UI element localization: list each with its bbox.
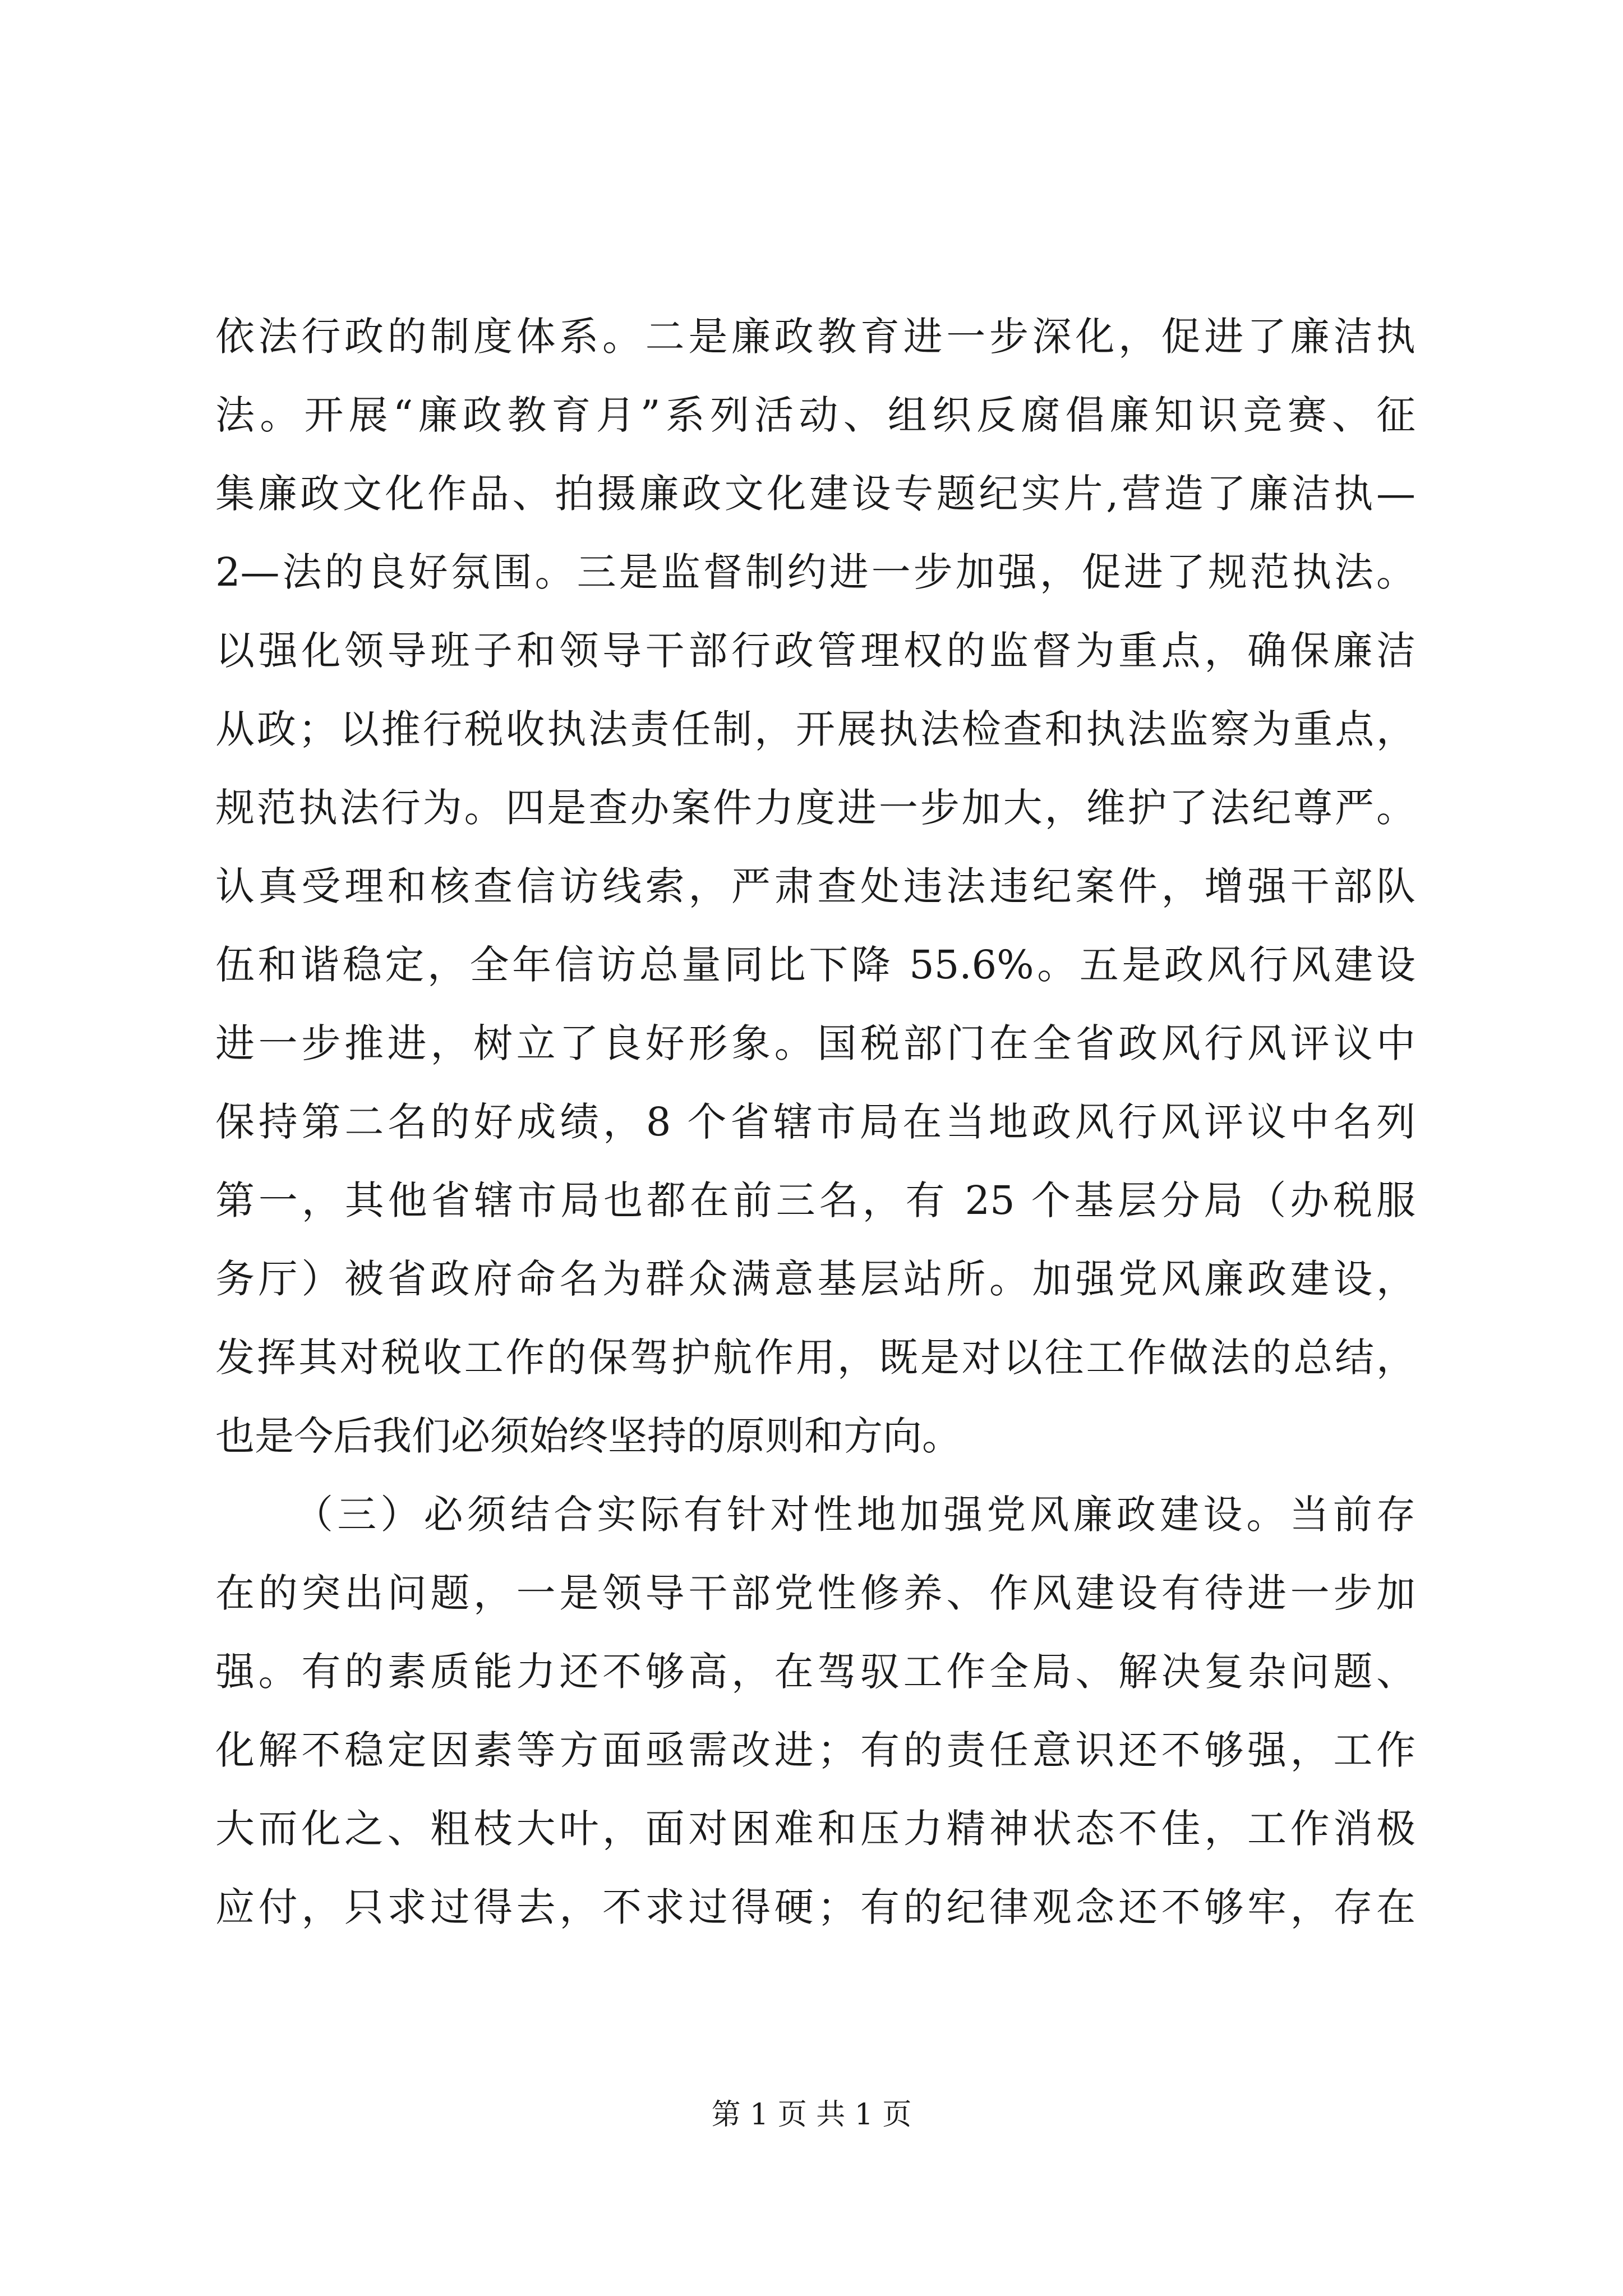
paragraph-last-line: 也是今后我们必须始终坚持的原则和方向。 xyxy=(215,1413,961,1459)
document-body xyxy=(215,297,1415,1947)
text-line: 在的突出问题，一是领导干部党性修养、作风建设有待进一步加 xyxy=(215,1570,1415,1616)
text-line: 以强化领导班子和领导干部行政管理权的监督为重点，确保廉洁 xyxy=(215,628,1415,674)
text-line: 务厅）被省政府命名为群众满意基层站所。加强党风廉政建设， xyxy=(215,1256,1415,1302)
text-line: 进一步推进，树立了良好形象。国税部门在全省政风行风评议中 xyxy=(215,1020,1415,1066)
text-line: 发挥其对税收工作的保驾护航作用，既是对以往工作做法的总结， xyxy=(215,1335,1415,1381)
text-line: 依法行政的制度体系。二是廉政教育进一步深化，促进了廉洁执 xyxy=(215,314,1415,360)
text-line: 保持第二名的好成绩，8 个省辖市局在当地政风行风评议中名列 xyxy=(215,1099,1415,1145)
page-footer xyxy=(0,2095,1623,2134)
text-line: 认真受理和核查信访线索，严肃查处违法违纪案件，增强干部队 xyxy=(215,863,1415,909)
text-line: 第一，其他省辖市局也都在前三名，有 25 个基层分局（办税服 xyxy=(215,1177,1415,1223)
text-line: 规范执法行为。四是查办案件力度进一步加大，维护了法纪尊严。 xyxy=(215,785,1415,831)
text-line: 法。开展“廉政教育月”系列活动、组织反腐倡廉知识竞赛、征 xyxy=(215,392,1415,438)
page-number: 第 1 页 共 1 页 xyxy=(711,2098,912,2132)
text-line: 集廉政文化作品、拍摄廉政文化建设专题纪实片,营造了廉洁执— xyxy=(215,471,1415,517)
section-heading-line: （三）必须结合实际有针对性地加强党风廉政建设。当前存 xyxy=(294,1492,1415,1538)
text-line: 强。有的素质能力还不够高，在驾驭工作全局、解决复杂问题、 xyxy=(215,1649,1415,1695)
text-line: 伍和谐稳定，全年信访总量同比下降 55.6%。五是政风行风建设 xyxy=(215,942,1415,988)
text-line: 应付，只求过得去，不求过得硬；有的纪律观念还不够牢，存在 xyxy=(215,1884,1415,1930)
text-line: 化解不稳定因素等方面亟需改进；有的责任意识还不够强，工作 xyxy=(215,1727,1415,1773)
text-line: 从政；以推行税收执法责任制，开展执法检查和执法监察为重点， xyxy=(215,706,1415,752)
text-line: 2—法的良好氛围。三是监督制约进一步加强，促进了规范执法。 xyxy=(215,549,1415,595)
text-line: 大而化之、粗枝大叶，面对困难和压力精神状态不佳，工作消极 xyxy=(215,1806,1415,1852)
